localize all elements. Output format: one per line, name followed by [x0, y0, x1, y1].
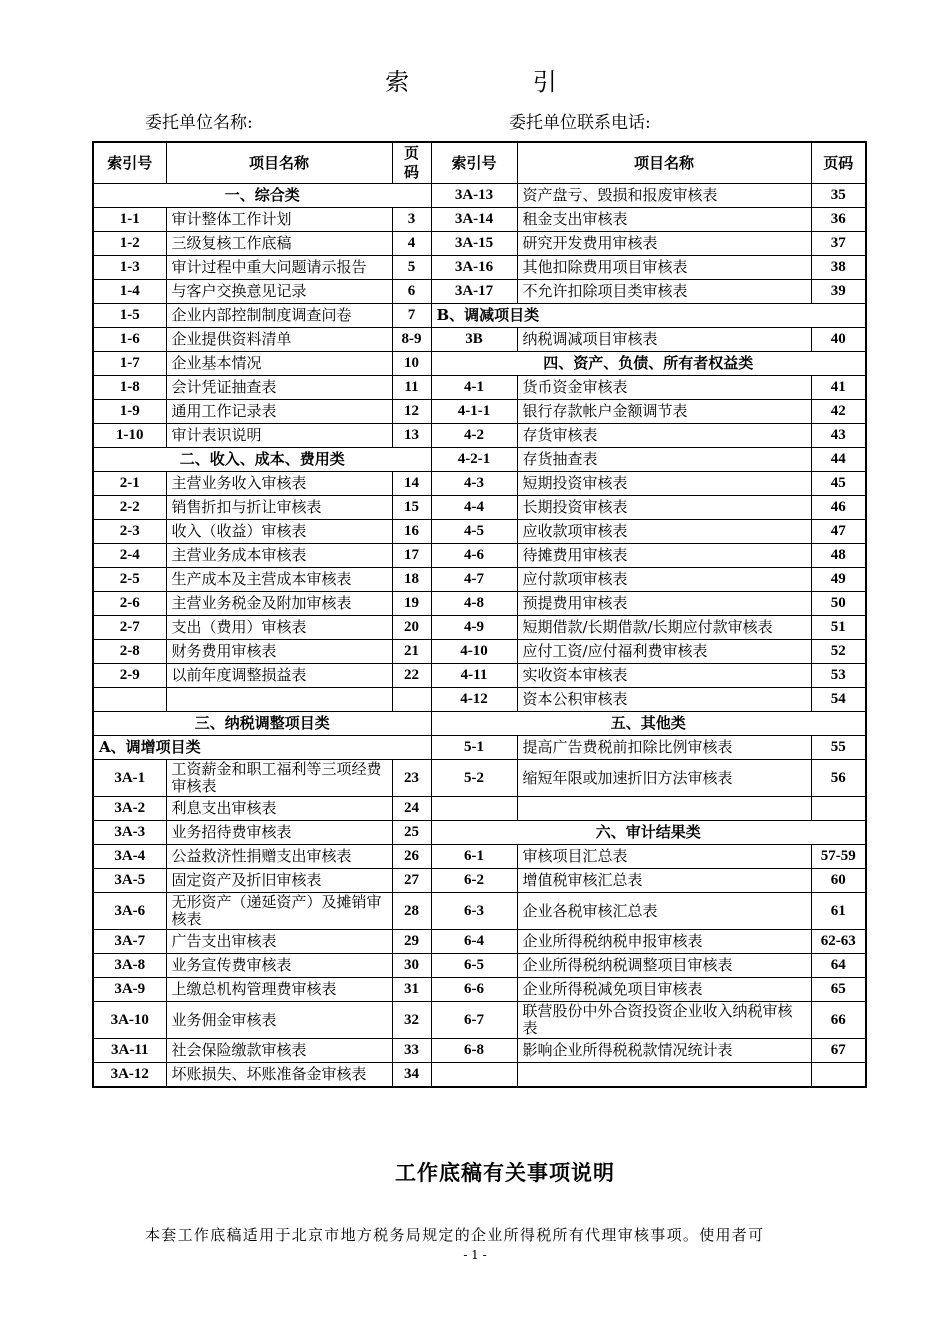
index-code: 1-6: [93, 328, 166, 352]
index-code: 6-7: [431, 1002, 517, 1039]
item-name: 通用工作记录表: [166, 400, 392, 424]
index-code: 1-10: [93, 424, 166, 448]
item-name: 会计凭证抽查表: [166, 376, 392, 400]
item-name: 租金支出审核表: [517, 208, 811, 232]
table-row: [93, 328, 866, 352]
table-row: [93, 448, 866, 472]
section-heading: 三、纳税调整项目类: [93, 712, 431, 736]
item-name: 企业所得税纳税调整项目审核表: [517, 954, 811, 978]
index-code: 4-9: [431, 616, 517, 640]
page-number-cell: 53: [811, 664, 866, 688]
index-code: 2-6: [93, 592, 166, 616]
item-name: [166, 688, 392, 712]
item-name: 固定资产及折旧审核表: [166, 869, 392, 893]
table-row: [93, 592, 866, 616]
item-name: 上缴总机构管理费审核表: [166, 978, 392, 1002]
item-name: 以前年度调整损益表: [166, 664, 392, 688]
item-name: 企业所得税减免项目审核表: [517, 978, 811, 1002]
index-code: 3A-15: [431, 232, 517, 256]
index-code: 6-3: [431, 893, 517, 930]
index-code: 5-2: [431, 760, 517, 797]
page-number-cell: 49: [811, 568, 866, 592]
item-name: 企业所得税纳税申报审核表: [517, 930, 811, 954]
table-row: [93, 954, 866, 978]
page-number-cell: 46: [811, 496, 866, 520]
index-code: 1-1: [93, 208, 166, 232]
page-number-cell: 18: [392, 568, 431, 592]
item-name: 应收款项审核表: [517, 520, 811, 544]
index-code: 3A-11: [93, 1039, 166, 1063]
table-row: [93, 544, 866, 568]
index-code: 6-1: [431, 845, 517, 869]
item-name: 生产成本及主营成本审核表: [166, 568, 392, 592]
index-code: 4-2: [431, 424, 517, 448]
item-name: 货币资金审核表: [517, 376, 811, 400]
table-row: [93, 712, 866, 736]
page-number-cell: 19: [392, 592, 431, 616]
item-name: 研究开发费用审核表: [517, 232, 811, 256]
page-number-cell: 31: [392, 978, 431, 1002]
page-number-cell: 47: [811, 520, 866, 544]
table-row: [93, 304, 866, 328]
subsection-heading: A、调增项目类: [93, 736, 431, 760]
index-code: 2-3: [93, 520, 166, 544]
item-name: 三级复核工作底稿: [166, 232, 392, 256]
header-code: 索引号: [431, 142, 517, 184]
header-page-char: 码: [403, 163, 419, 181]
index-code: 3A-1: [93, 760, 166, 797]
index-code: 1-8: [93, 376, 166, 400]
page-number-cell: 62-63: [811, 930, 866, 954]
page-number-cell: 54: [811, 688, 866, 712]
page-number-cell: 12: [392, 400, 431, 424]
item-name: 广告支出审核表: [166, 930, 392, 954]
page-number-cell: [811, 1063, 866, 1088]
item-name: 缩短年限或加速折旧方法审核表: [517, 760, 811, 797]
page-title: 索 引: [385, 68, 615, 96]
item-name: [517, 797, 811, 821]
item-name: 企业各税审核汇总表: [517, 893, 811, 930]
table-header: [93, 142, 866, 184]
table-row: [93, 640, 866, 664]
page-number-cell: 52: [811, 640, 866, 664]
index-code: 1-2: [93, 232, 166, 256]
subsection-heading: B、调减项目类: [431, 304, 866, 328]
page-number-cell: 24: [392, 797, 431, 821]
page-number-cell: 61: [811, 893, 866, 930]
page-number-cell: 57-59: [811, 845, 866, 869]
page-number-cell: 38: [811, 256, 866, 280]
index-code: 2-8: [93, 640, 166, 664]
item-name: 长期投资审核表: [517, 496, 811, 520]
item-name: 存货审核表: [517, 424, 811, 448]
page-number-cell: 36: [811, 208, 866, 232]
index-code: [431, 1063, 517, 1088]
index-code: 3A-9: [93, 978, 166, 1002]
item-name: 销售折扣与折让审核表: [166, 496, 392, 520]
table-row: [93, 688, 866, 712]
index-code: 6-2: [431, 869, 517, 893]
index-code: 3A-10: [93, 1002, 166, 1039]
description-paragraph: 本套工作底稿适用于北京市地方税务局规定的企业所得税所有代理审核事项。使用者可: [145, 1226, 765, 1244]
page-number-cell: 10: [392, 352, 431, 376]
index-table: [92, 141, 867, 1088]
table-row: [93, 496, 866, 520]
table-row: [93, 978, 866, 1002]
item-name: 应付款项审核表: [517, 568, 811, 592]
index-code: 4-4: [431, 496, 517, 520]
table-row: [93, 616, 866, 640]
item-name: 主营业务税金及附加审核表: [166, 592, 392, 616]
header-code: 索引号: [93, 142, 166, 184]
index-code: 4-2-1: [431, 448, 517, 472]
header-page: 页码: [811, 142, 866, 184]
page-number-cell: 40: [811, 328, 866, 352]
table-row: [93, 1063, 866, 1088]
page-number-cell: 26: [392, 845, 431, 869]
index-code: 3A-16: [431, 256, 517, 280]
index-code: 3A-14: [431, 208, 517, 232]
index-code: 3A-8: [93, 954, 166, 978]
page-number-cell: 22: [392, 664, 431, 688]
item-name: 主营业务成本审核表: [166, 544, 392, 568]
item-name: 审计整体工作计划: [166, 208, 392, 232]
table-row: [93, 376, 866, 400]
index-code: 2-9: [93, 664, 166, 688]
index-code: 1-3: [93, 256, 166, 280]
page-number-cell: 15: [392, 496, 431, 520]
page-number-cell: 64: [811, 954, 866, 978]
item-name: 银行存款帐户金额调节表: [517, 400, 811, 424]
page-number-cell: 8-9: [392, 328, 431, 352]
item-name: 应付工资/应付福利费审核表: [517, 640, 811, 664]
item-name: 财务费用审核表: [166, 640, 392, 664]
item-name: 支出（费用）审核表: [166, 616, 392, 640]
header-page-char: 页: [403, 144, 419, 162]
section-heading: 四、资产、负债、所有者权益类: [431, 352, 866, 376]
index-code: 1-5: [93, 304, 166, 328]
page-number-cell: 48: [811, 544, 866, 568]
item-name: 联营股份中外合资投资企业收入纳税审核表: [517, 1002, 811, 1039]
item-name: 主营业务收入审核表: [166, 472, 392, 496]
item-name: 不允许扣除项目类审核表: [517, 280, 811, 304]
client-name-label: 委托单位名称:: [145, 113, 253, 133]
index-code: 1-7: [93, 352, 166, 376]
index-code: 6-8: [431, 1039, 517, 1063]
page-number-cell: 13: [392, 424, 431, 448]
page-number-cell: 56: [811, 760, 866, 797]
item-name: 待摊费用审核表: [517, 544, 811, 568]
item-name: 与客户交换意见记录: [166, 280, 392, 304]
page-number: - 1 -: [463, 1248, 487, 1262]
page-number-cell: 23: [392, 760, 431, 797]
table-row: [93, 845, 866, 869]
index-code: 4-1: [431, 376, 517, 400]
item-name: 增值税审核汇总表: [517, 869, 811, 893]
section-title: 工作底稿有关事项说明: [395, 1161, 615, 1185]
page-number-cell: 32: [392, 1002, 431, 1039]
section-heading: 五、其他类: [431, 712, 866, 736]
index-code: 4-7: [431, 568, 517, 592]
table-row: [93, 1002, 866, 1039]
page-number-cell: 60: [811, 869, 866, 893]
item-name: 业务招待费审核表: [166, 821, 392, 845]
page-number-cell: 5: [392, 256, 431, 280]
index-code: 3A-5: [93, 869, 166, 893]
table-row: [93, 472, 866, 496]
table-row: [93, 930, 866, 954]
index-code: 4-10: [431, 640, 517, 664]
page-number-cell: 44: [811, 448, 866, 472]
item-name: 纳税调减项目审核表: [517, 328, 811, 352]
item-name: 提高广告费税前扣除比例审核表: [517, 736, 811, 760]
page-number-cell: 51: [811, 616, 866, 640]
index-code: 2-2: [93, 496, 166, 520]
item-name: 短期借款/长期借款/长期应付款审核表: [517, 616, 811, 640]
index-code: 3A-12: [93, 1063, 166, 1088]
page-number-cell: 25: [392, 821, 431, 845]
table-row: [93, 520, 866, 544]
page-number-cell: 65: [811, 978, 866, 1002]
page-number-cell: 50: [811, 592, 866, 616]
page-number-cell: 4: [392, 232, 431, 256]
page-number-cell: 7: [392, 304, 431, 328]
page-number-cell: 30: [392, 954, 431, 978]
index-code: 3A-6: [93, 893, 166, 930]
item-name: 资产盘亏、毁损和报废审核表: [517, 184, 811, 208]
item-name: 企业内部控制制度调查问卷: [166, 304, 392, 328]
index-code: 4-3: [431, 472, 517, 496]
table-row: [93, 760, 866, 797]
index-code: 4-8: [431, 592, 517, 616]
page-number-cell: 11: [392, 376, 431, 400]
index-code: 1-4: [93, 280, 166, 304]
page-number-cell: [392, 688, 431, 712]
item-name: 企业基本情况: [166, 352, 392, 376]
page-number-cell: 55: [811, 736, 866, 760]
page-number-cell: 21: [392, 640, 431, 664]
page-number-cell: 29: [392, 930, 431, 954]
page-number-cell: 41: [811, 376, 866, 400]
page-number-cell: 67: [811, 1039, 866, 1063]
item-name: 无形资产（递延资产）及摊销审核表: [166, 893, 392, 930]
table-row: [93, 400, 866, 424]
index-code: 3A-13: [431, 184, 517, 208]
page-number-cell: 45: [811, 472, 866, 496]
index-code: 2-7: [93, 616, 166, 640]
table-row: [93, 797, 866, 821]
item-name: 企业提供资料清单: [166, 328, 392, 352]
index-code: 4-12: [431, 688, 517, 712]
section-heading: 六、审计结果类: [431, 821, 866, 845]
page-number-cell: 20: [392, 616, 431, 640]
item-name: 工资薪金和职工福利等三项经费审核表: [166, 760, 392, 797]
page-number-cell: 37: [811, 232, 866, 256]
item-name: 短期投资审核表: [517, 472, 811, 496]
table-row: [93, 1039, 866, 1063]
page-number-cell: 14: [392, 472, 431, 496]
table-row: [93, 352, 866, 376]
index-code: 6-5: [431, 954, 517, 978]
page-number-cell: [811, 797, 866, 821]
page-number-cell: 28: [392, 893, 431, 930]
index-code: 3A-7: [93, 930, 166, 954]
item-name: 实收资本审核表: [517, 664, 811, 688]
item-name: 审计表识说明: [166, 424, 392, 448]
index-code: 2-4: [93, 544, 166, 568]
index-code: [431, 797, 517, 821]
table-row: [93, 568, 866, 592]
page-number-cell: 39: [811, 280, 866, 304]
item-name: [517, 1063, 811, 1088]
table-row: [93, 821, 866, 845]
item-name: 资本公积审核表: [517, 688, 811, 712]
page-number-cell: 42: [811, 400, 866, 424]
page-number-cell: 35: [811, 184, 866, 208]
item-name: 其他扣除费用项目审核表: [517, 256, 811, 280]
index-code: 5-1: [431, 736, 517, 760]
index-code: 4-6: [431, 544, 517, 568]
item-name: 审计过程中重大问题请示报告: [166, 256, 392, 280]
index-code: 1-9: [93, 400, 166, 424]
page-number-cell: 27: [392, 869, 431, 893]
page-number-cell: 34: [392, 1063, 431, 1088]
table-row: [93, 256, 866, 280]
header-name: 项目名称: [517, 142, 811, 184]
item-name: 社会保险缴款审核表: [166, 1039, 392, 1063]
item-name: 影响企业所得税税款情况统计表: [517, 1039, 811, 1063]
index-code: 4-5: [431, 520, 517, 544]
table-row: [93, 869, 866, 893]
index-code: [93, 688, 166, 712]
index-code: 2-1: [93, 472, 166, 496]
table-row: [93, 280, 866, 304]
page-number-cell: 66: [811, 1002, 866, 1039]
table-row: [93, 208, 866, 232]
index-code: 2-5: [93, 568, 166, 592]
index-code: 4-1-1: [431, 400, 517, 424]
index-code: 3A-17: [431, 280, 517, 304]
table-row: [93, 736, 866, 760]
index-code: 3A-4: [93, 845, 166, 869]
item-name: 存货抽查表: [517, 448, 811, 472]
item-name: 坏账损失、坏账准备金审核表: [166, 1063, 392, 1088]
table-row: [93, 184, 866, 208]
item-name: 预提费用审核表: [517, 592, 811, 616]
item-name: 业务佣金审核表: [166, 1002, 392, 1039]
client-phone-label: 委托单位联系电话:: [509, 113, 651, 133]
item-name: 收入（收益）审核表: [166, 520, 392, 544]
item-name: 审核项目汇总表: [517, 845, 811, 869]
table-row: [93, 664, 866, 688]
section-heading: 一、综合类: [93, 184, 431, 208]
page-number-cell: 43: [811, 424, 866, 448]
index-code: 6-6: [431, 978, 517, 1002]
page-number-cell: 3: [392, 208, 431, 232]
table-row: [93, 424, 866, 448]
header-page: [392, 142, 431, 184]
section-heading: 二、收入、成本、费用类: [93, 448, 431, 472]
index-code: 6-4: [431, 930, 517, 954]
item-name: 利息支出审核表: [166, 797, 392, 821]
page-number-cell: 16: [392, 520, 431, 544]
table-row: [93, 893, 866, 930]
page-number-cell: 33: [392, 1039, 431, 1063]
page-number-cell: 17: [392, 544, 431, 568]
page-number-cell: 6: [392, 280, 431, 304]
index-code: 3A-3: [93, 821, 166, 845]
index-code: 3B: [431, 328, 517, 352]
index-code: 3A-2: [93, 797, 166, 821]
index-code: 4-11: [431, 664, 517, 688]
header-name: 项目名称: [166, 142, 392, 184]
item-name: 公益救济性捐赠支出审核表: [166, 845, 392, 869]
item-name: 业务宣传费审核表: [166, 954, 392, 978]
table-row: [93, 232, 866, 256]
